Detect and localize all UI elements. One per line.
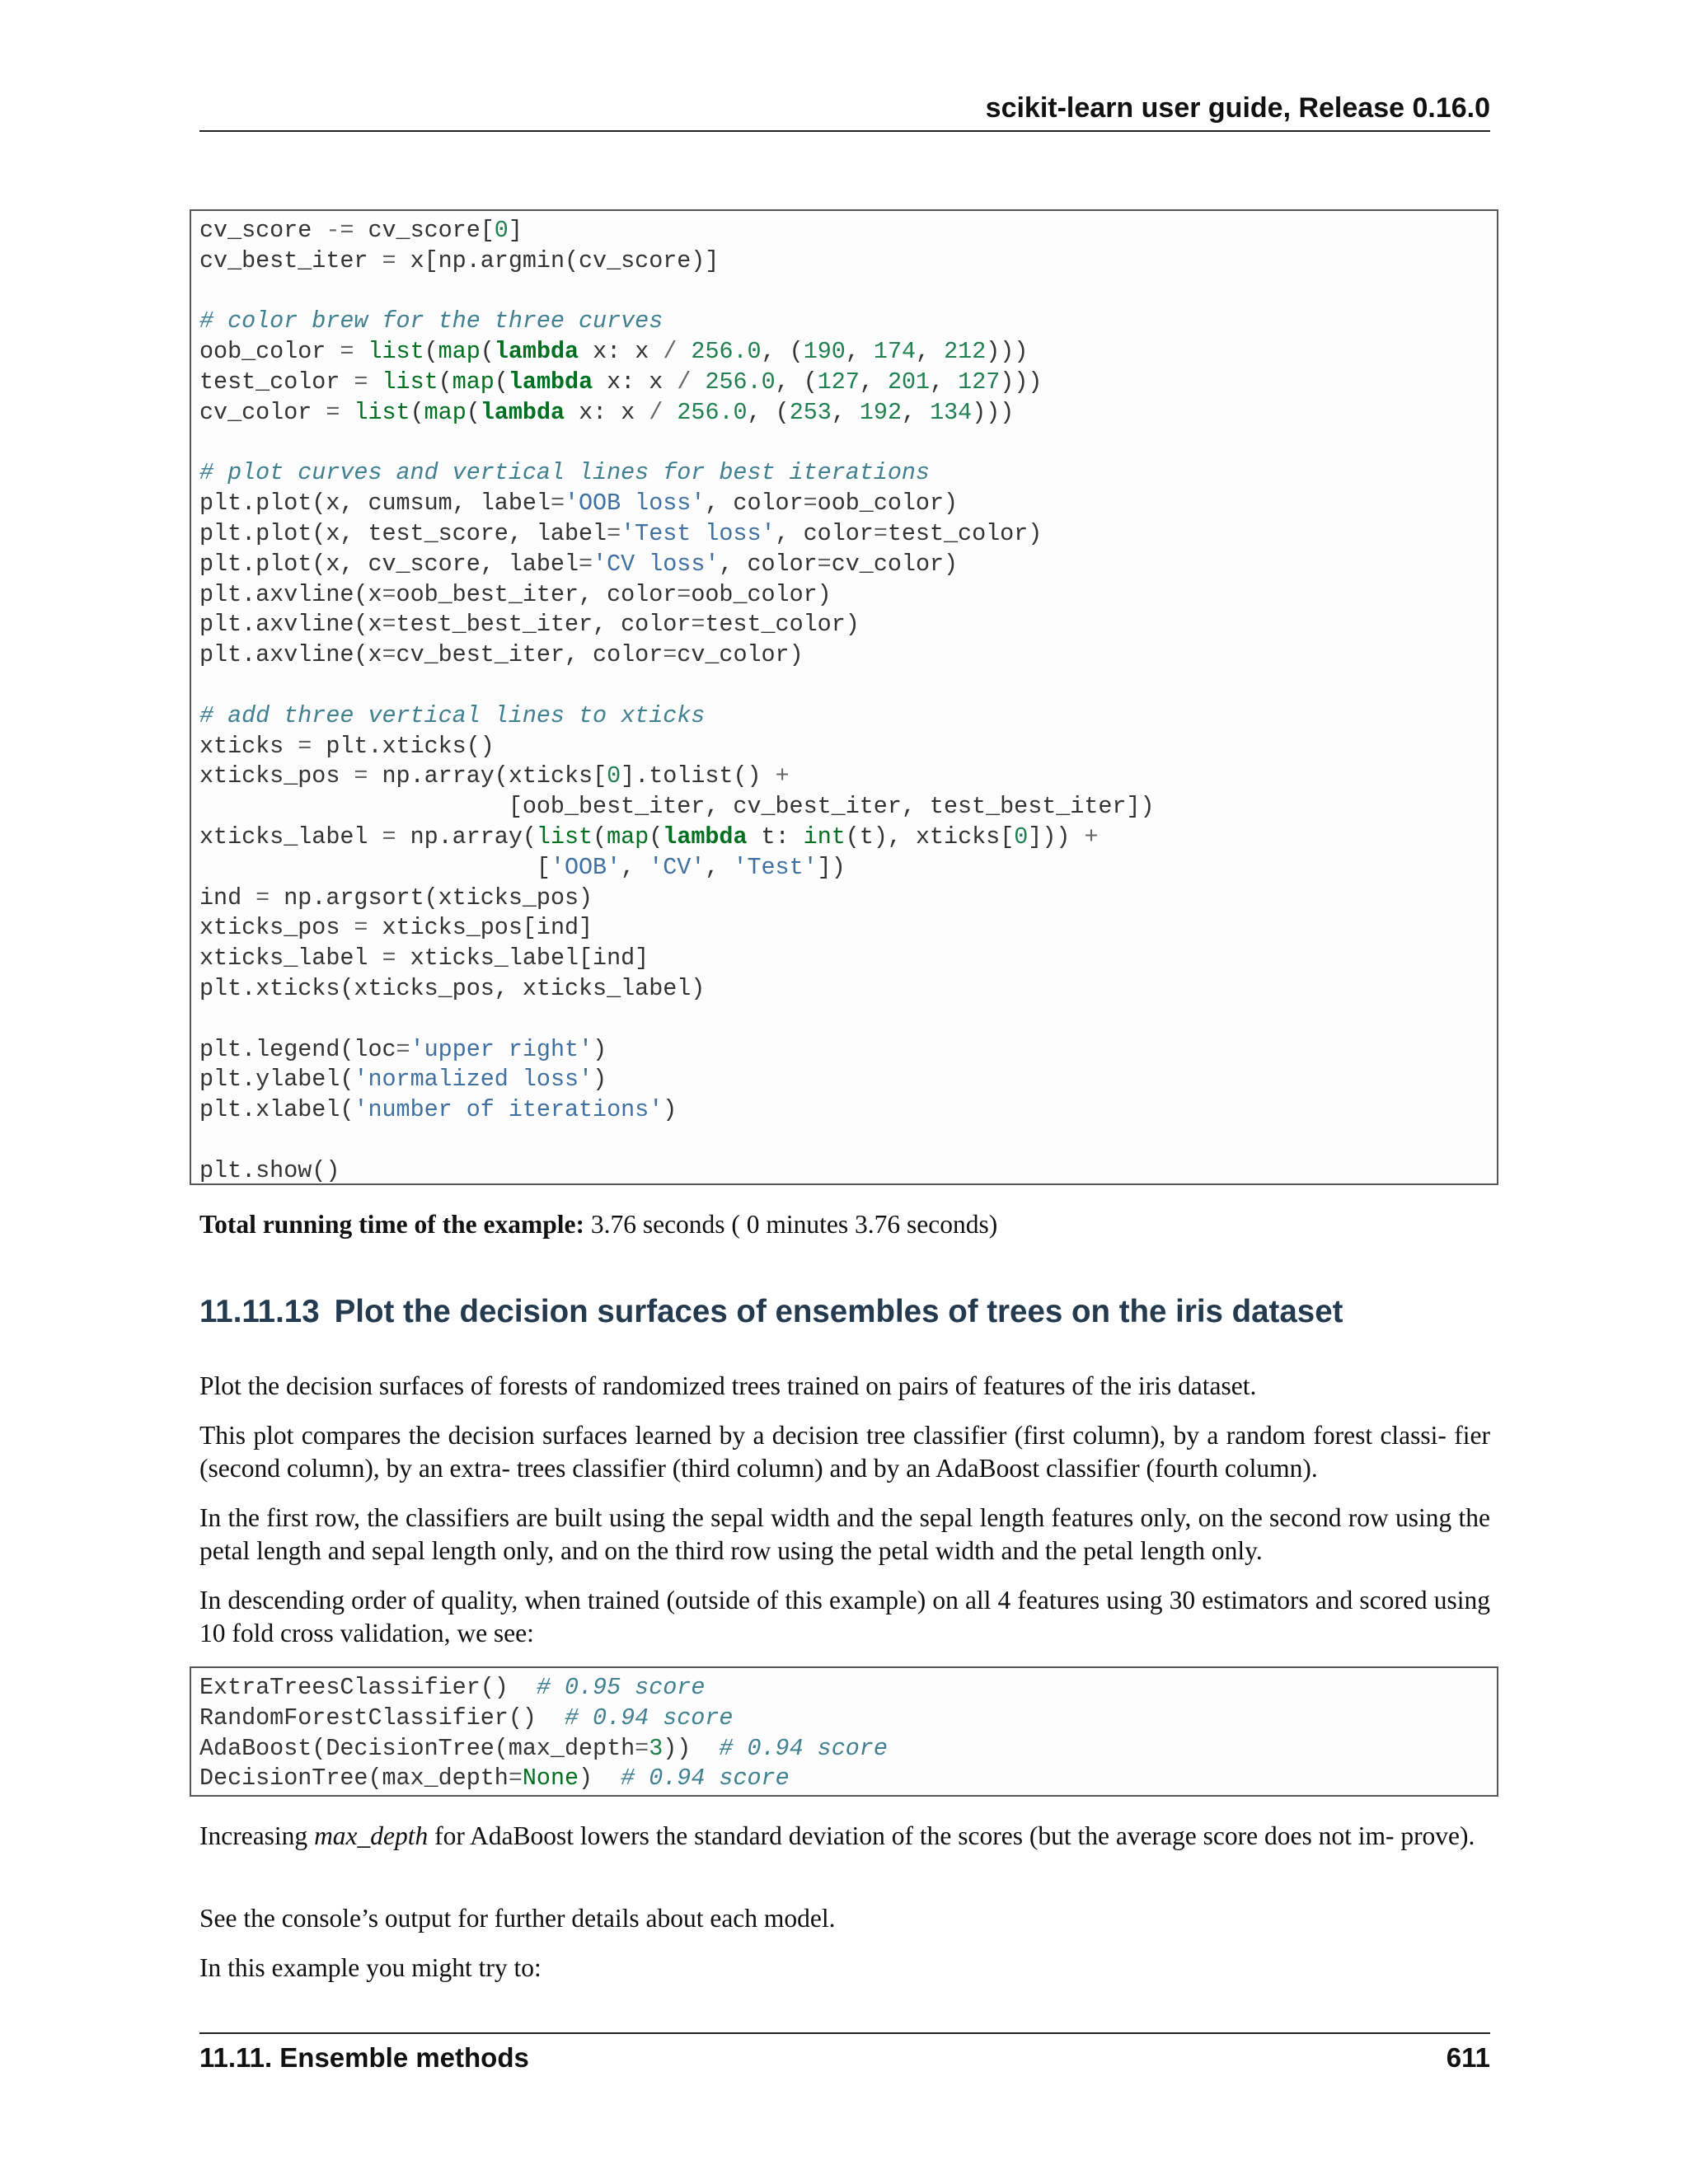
code-block-scores — [190, 1666, 1498, 1797]
paragraph-console: See the console’s output for further details about each model. — [199, 1904, 836, 1933]
section-heading — [199, 1294, 1343, 1330]
page-number: 611 — [1446, 2042, 1490, 2073]
code-listing: ExtraTreesClassifier() # 0.95 score RandomForestClassifier() # 0.94 score AdaBoost(DecisionTree(max_depth=3)) # 0.94 score DecisionTree(max_depth=None) # 0.94 score — [199, 1674, 888, 1793]
footer-section: 11.11. Ensemble methods — [199, 2042, 529, 2073]
header-rule — [199, 130, 1490, 132]
section-title: Plot the decision surfaces of ensembles of trees on the iris dataset — [334, 1294, 1343, 1329]
paragraph-comparison: This plot compares the decision surfaces learned by a decision tree classifier (first column), by a random forest classi- fier (second column), by an extra- trees classifier (third column) and by an AdaBoost classifier (fourth column). — [199, 1421, 1490, 1483]
code-block-plot-oob — [190, 209, 1498, 1185]
running-time-line — [199, 1208, 1490, 1241]
emphasis-max-depth: max_depth — [314, 1821, 429, 1850]
text-run: for AdaBoost lowers the standard deviation of the scores (but the average score does not im- prove). — [428, 1821, 1475, 1850]
footer-rule — [199, 2032, 1490, 2034]
paragraph-quality: In descending order of quality, when trained (outside of this example) on all 4 features using 30 estimators and scored using 10 fold cross validation, we see: — [199, 1586, 1490, 1647]
code-listing: cv_score -= cv_score[0] cv_best_iter = x[np.argmin(cv_score)] # color brew for the three curves oob_color = list(map(lambda x: x / 256.0, (190, 174, 212))) test_color = list(map(lambda x: x / 256.0, (127, 201, 127))) cv_color = list(map(lambda x: x / 256.0, (253, 192, 134))) # plot curves and vertical lines for best iterations plt.plot(x, cumsum, label='OOB loss', color=oob_color) plt.plot(x, test_score, label='Test loss', color=test_color) plt.plot(x, cv_score, label='CV loss', color=cv_color) plt.axvline(x=oob_best_iter, color=oob_color) plt.axvline(x=test_best_iter, color=test_color) plt.axvline(x=cv_best_iter, color=cv_color) # add three vertical lines to xticks xticks = plt.xticks() xticks_pos = np.array(xticks[0].tolist() + [oob_best_iter, cv_best_iter, test_best_iter]) xticks_label = np.array(list(map(lambda t: int(t), xticks[0])) + ['OOB', 'CV', 'Test']) ind = np.argsort(xticks_pos) xticks_pos = xticks_pos[ind] xticks_label = xticks_label[ind] plt.xticks(xticks_pos, xticks_label) plt.legend(loc='upper right') plt.ylabel('normalized loss') plt.xlabel('number of iterations') plt.show() — [199, 217, 1155, 1184]
paragraph-try: In this example you might try to: — [199, 1953, 542, 1982]
section-number: 11.11.13 — [199, 1294, 320, 1329]
running-header-title: scikit-learn user guide, Release 0.16.0 — [985, 92, 1490, 124]
running-time-value: 3.76 seconds ( 0 minutes 3.76 seconds) — [590, 1210, 998, 1239]
paragraph-max-depth — [199, 1820, 1490, 1853]
paragraph-rows: In the first row, the classifiers are built using the sepal width and the sepal length features only, on the second row using the petal length and sepal length only, and on the third row using the petal width and the petal length only. — [199, 1503, 1490, 1565]
running-time-label: Total running time of the example: — [199, 1210, 584, 1239]
paragraph-intro: Plot the decision surfaces of forests of randomized trees trained on pairs of features of the iris dataset. — [199, 1371, 1257, 1400]
text-run: Increasing — [199, 1821, 315, 1850]
